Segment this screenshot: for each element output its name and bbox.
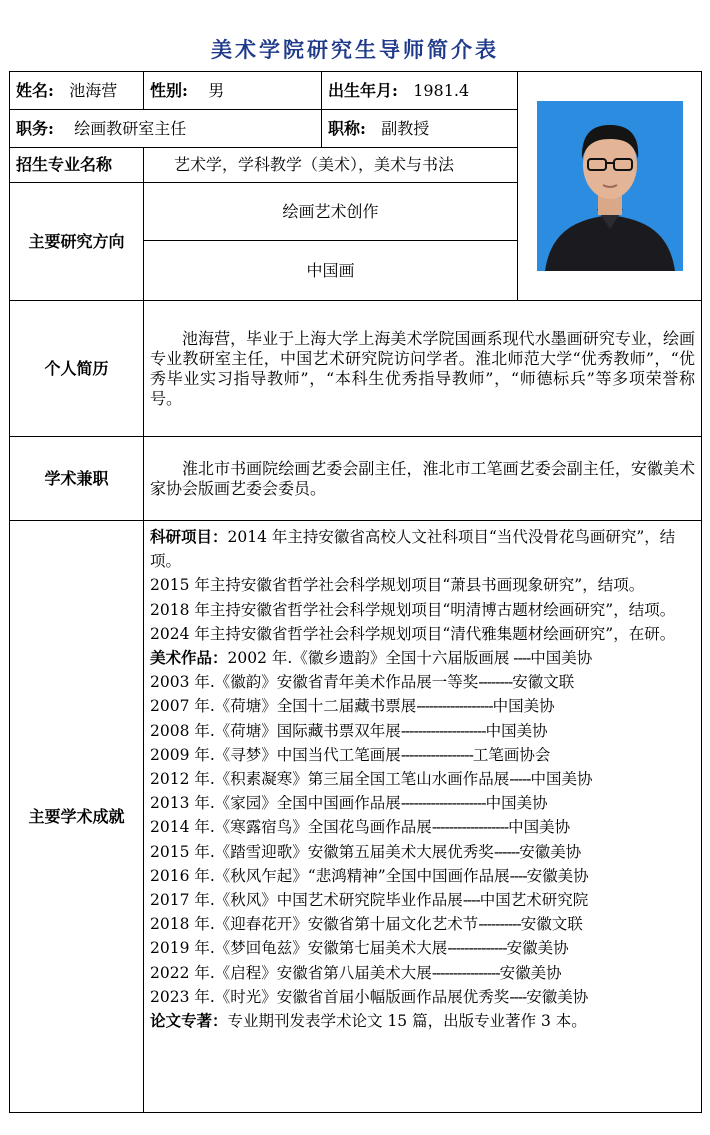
birth-label: 出生年月: <box>328 80 398 100</box>
name-label: 姓名: <box>16 80 54 100</box>
work-dash: -------- <box>478 673 513 692</box>
work-line <box>150 840 695 864</box>
work-org: 安徽文联 <box>520 915 583 934</box>
work-org: 安徽美协 <box>519 842 582 861</box>
work-dash: ----- <box>509 770 531 789</box>
work-line <box>150 743 695 767</box>
work-title: 2022 年.《启程》安徽省第八届美术大展 <box>150 963 432 982</box>
work-dash: ------------------ <box>416 697 493 716</box>
gender-cell <box>144 72 322 110</box>
papers-label: 论文专著： <box>150 1011 228 1031</box>
works-label: 美术作品： <box>150 648 228 668</box>
work-dash: ---------------- <box>431 963 500 982</box>
project-text: 2014 年主持安徽省高校人文社科项目“当代没骨花鸟画研究”，结项。 <box>150 528 676 571</box>
rank-cell <box>322 110 518 148</box>
work-line <box>150 815 695 839</box>
work-title: 2013 年.《家园》全国中国画作品展 <box>150 794 401 813</box>
achievements-cell <box>144 521 702 1113</box>
project-line: 2018 年主持安徽省哲学社会科学规划项目“明清博古题材绘画研究”，结项。 <box>150 600 676 619</box>
work-title: 2016 年.《秋风乍起》“悲鸿精神”全国中国画作品展 <box>150 866 510 885</box>
work-org: 安徽美协 <box>526 866 589 885</box>
work-title: 2017 年.《秋风》中国艺术研究院毕业作品展 <box>150 891 463 910</box>
work-org: 安徽文联 <box>512 673 575 692</box>
projects-label: 科研项目： <box>150 527 228 546</box>
work-org: 工笔画协会 <box>472 745 551 764</box>
work-line <box>150 791 695 815</box>
work-title: 2018 年.《迎春花开》安徽省第十届文化艺术节 <box>150 915 479 934</box>
post-label: 职务: <box>16 118 54 138</box>
work-title: 2015 年.《踏雪迎歌》安徽第五届美术大展优秀奖 <box>150 842 494 861</box>
post-value: 绘画教研室主任 <box>74 118 187 138</box>
photo-cell <box>518 72 702 301</box>
bio-text: 池海营，毕业于上海大学上海美术学院国画系现代水墨画研究专业，绘画专业教研室主任，中国艺术研究院访问学者。淮北师范大学“优秀教师”，“优秀毕业实习指导教师”，“本科生优秀指导教师”，“师德标兵”等多项荣誉称号。 <box>144 301 702 437</box>
work-line <box>150 936 695 960</box>
work-line <box>150 864 695 888</box>
work-org: 中国美协 <box>530 649 593 668</box>
work-dash: ---------- <box>478 915 521 934</box>
birth-value: 1981.4 <box>413 80 470 100</box>
research-item-2: 中国画 <box>144 241 518 301</box>
major-label: 招生专业名称 <box>10 148 144 183</box>
bio-label: 个人简历 <box>10 301 144 437</box>
project-line: 2024 年主持安徽省哲学社会科学规划项目“清代雅集题材绘画研究”，在研。 <box>150 624 676 643</box>
work-line <box>150 888 695 912</box>
work-dash: ----------------- <box>400 745 473 764</box>
works-list <box>150 646 695 1009</box>
positions-label: 学术兼职 <box>10 437 144 521</box>
name-value: 池海营 <box>69 80 118 100</box>
positions-text: 淮北市书画院绘画艺委会副主任，淮北市工笔画艺委会副主任，安徽美术家协会版画艺委会委员。 <box>144 437 702 521</box>
work-dash: -------------- <box>447 939 507 958</box>
work-title: 2008 年.《荷塘》国际藏书票双年展 <box>150 721 401 740</box>
work-dash: ------------------ <box>431 818 509 837</box>
project-line <box>150 525 695 573</box>
work-dash: -------------------- <box>400 721 486 740</box>
document-title: 美术学院研究生导师简介表 <box>211 37 499 62</box>
work-line <box>150 670 695 694</box>
work-org: 中国美协 <box>508 818 571 837</box>
work-title: 2009 年.《寻梦》中国当代工笔画展 <box>150 745 401 764</box>
work-org: 安徽美协 <box>506 939 569 958</box>
work-dash: ------ <box>493 842 520 861</box>
major-value: 艺术学，学科教学（美术），美术与书法 <box>144 148 518 183</box>
research-label: 主要研究方向 <box>10 183 144 301</box>
work-dash: -------------------- <box>400 794 486 813</box>
rank-value: 副教授 <box>381 118 430 138</box>
research-item-1: 绘画艺术创作 <box>144 183 518 241</box>
work-line <box>150 912 695 936</box>
work-org: 中国美协 <box>530 770 593 789</box>
post-cell <box>10 110 322 148</box>
portrait-icon <box>537 101 683 271</box>
work-org: 中国美协 <box>492 697 555 716</box>
work-dash: ---- <box>509 649 531 668</box>
work-line <box>150 985 695 1009</box>
papers-text: 专业期刊发表学术论文 15 篇，出版专业著作 3 本。 <box>227 1012 587 1031</box>
work-title: 2002 年.《徽乡遗韵》全国十六届版画展 <box>227 649 510 668</box>
work-title: 2023 年.《时光》安徽省首届小幅版画作品展优秀奖 <box>150 987 510 1006</box>
work-line <box>150 719 695 743</box>
work-org: 中国艺术研究院 <box>479 891 589 910</box>
work-org: 中国美协 <box>485 794 548 813</box>
work-dash: ---- <box>509 866 527 885</box>
achievements-label: 主要学术成就 <box>10 521 144 1113</box>
work-line <box>150 694 695 718</box>
work-dash: ---- <box>509 987 527 1006</box>
work-dash: ---- <box>462 891 480 910</box>
birth-cell <box>322 72 518 110</box>
work-title: 2003 年.《徽韵》安徽省青年美术作品展一等奖 <box>150 673 479 692</box>
work-title: 2007 年.《荷塘》全国十二届藏书票展 <box>150 697 417 716</box>
papers-line <box>150 1009 695 1033</box>
work-line <box>150 961 695 985</box>
work-title: 2012 年.《积素凝寒》第三届全国工笔山水画作品展 <box>150 770 510 789</box>
work-org: 中国美协 <box>485 721 548 740</box>
portrait-photo <box>537 101 683 271</box>
work-title: 2019 年.《梦回龟兹》安徽第七届美术大展 <box>150 939 448 958</box>
name-cell <box>10 72 144 110</box>
work-line <box>150 767 695 791</box>
work-org: 安徽美协 <box>526 987 589 1006</box>
project-line: 2015 年主持安徽省哲学社会科学规划项目“萧县书画现象研究”，结项。 <box>150 576 645 595</box>
gender-label: 性别: <box>150 80 188 100</box>
rank-label: 职称: <box>328 118 366 138</box>
work-title: 2014 年.《寒露宿鸟》全国花鸟画作品展 <box>150 818 432 837</box>
work-line <box>150 646 695 670</box>
profile-table <box>9 71 702 1113</box>
work-org: 安徽美协 <box>499 963 562 982</box>
gender-value: 男 <box>208 80 225 100</box>
